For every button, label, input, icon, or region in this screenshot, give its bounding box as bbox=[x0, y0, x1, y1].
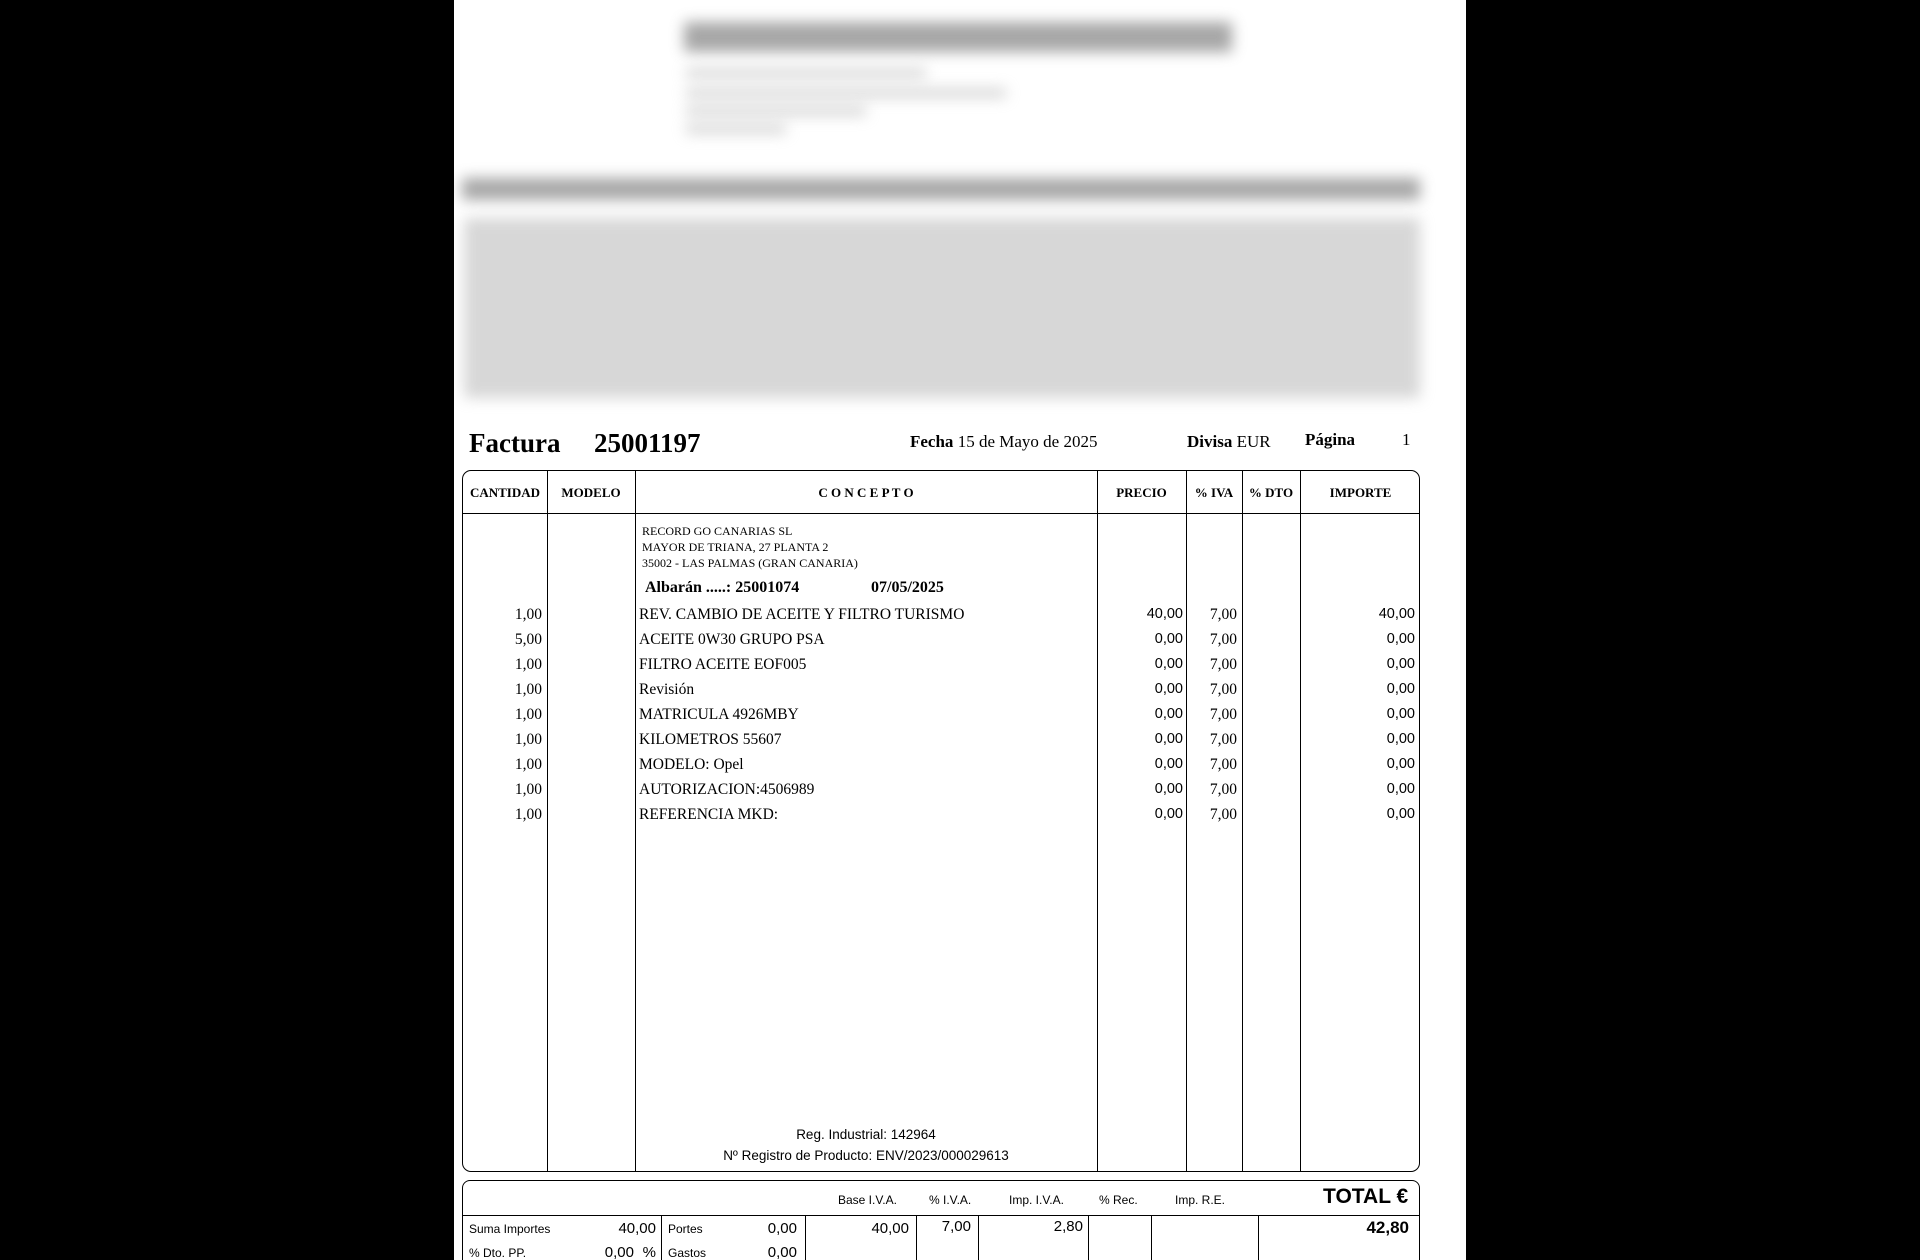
dto-pp-unit: % bbox=[642, 1244, 656, 1260]
row-iva: 7,00 bbox=[1209, 681, 1237, 698]
row-iva: 7,00 bbox=[1209, 606, 1237, 623]
suma-importes-label: Suma Importes bbox=[469, 1222, 551, 1236]
row-importe: 40,00 bbox=[1378, 606, 1415, 622]
imp-iva-value: 2,80 bbox=[1053, 1218, 1083, 1235]
row-concepto: AUTORIZACION:4506989 bbox=[639, 781, 815, 798]
header-imp-re: Imp. R.E. bbox=[1175, 1193, 1226, 1207]
col-divider bbox=[547, 471, 548, 1171]
invoice-page bbox=[454, 0, 1466, 1260]
gastos-label: Gastos bbox=[668, 1246, 707, 1260]
fecha-label: Fecha bbox=[910, 432, 954, 451]
col-divider bbox=[1242, 471, 1243, 1171]
divisa bbox=[1187, 432, 1271, 452]
suma-importes-value: 40,00 bbox=[618, 1220, 656, 1237]
redacted-company-address bbox=[686, 124, 786, 134]
row-precio: 0,00 bbox=[1154, 731, 1183, 747]
row-importe: 0,00 bbox=[1386, 731, 1415, 747]
header-pct-iva: % I.V.A. bbox=[929, 1193, 972, 1207]
fecha-value: 15 de Mayo de 2025 bbox=[957, 432, 1098, 451]
row-importe: 0,00 bbox=[1386, 681, 1415, 697]
line-items-table bbox=[462, 470, 1420, 1172]
header-cantidad: CANTIDAD bbox=[469, 485, 541, 500]
redacted-company-address bbox=[686, 88, 1006, 98]
row-cantidad: 1,00 bbox=[514, 731, 542, 748]
header-iva: % IVA bbox=[1194, 485, 1234, 500]
row-precio: 0,00 bbox=[1154, 631, 1183, 647]
row-importe: 0,00 bbox=[1386, 806, 1415, 822]
header-importe: IMPORTE bbox=[1329, 485, 1392, 500]
row-precio: 0,00 bbox=[1154, 781, 1183, 797]
pagina-value: 1 bbox=[1402, 430, 1411, 449]
row-iva: 7,00 bbox=[1209, 806, 1237, 823]
divisa-value: EUR bbox=[1236, 432, 1271, 451]
row-precio: 0,00 bbox=[1154, 656, 1183, 672]
row-importe: 0,00 bbox=[1386, 756, 1415, 772]
row-cantidad: 1,00 bbox=[514, 756, 542, 773]
col-divider bbox=[635, 471, 636, 1171]
row-importe: 0,00 bbox=[1386, 706, 1415, 722]
header-divider bbox=[463, 513, 1419, 514]
totals-col-divider bbox=[978, 1215, 979, 1260]
total-value: 42,80 bbox=[1366, 1218, 1409, 1237]
row-concepto: REFERENCIA MKD: bbox=[639, 806, 779, 823]
row-iva: 7,00 bbox=[1209, 631, 1237, 648]
row-iva: 7,00 bbox=[1209, 731, 1237, 748]
header-dto: % DTO bbox=[1248, 485, 1294, 500]
row-importe: 0,00 bbox=[1386, 781, 1415, 797]
row-precio: 0,00 bbox=[1154, 806, 1183, 822]
totals-col-divider bbox=[916, 1215, 917, 1260]
row-cantidad: 5,00 bbox=[514, 631, 542, 648]
customer-address bbox=[642, 523, 858, 571]
header-modelo: MODELO bbox=[561, 485, 621, 500]
row-cantidad: 1,00 bbox=[514, 706, 542, 723]
row-concepto: FILTRO ACEITE EOF005 bbox=[639, 656, 807, 673]
header-concepto: C O N C E P T O bbox=[818, 485, 914, 500]
totals-col-divider bbox=[1151, 1215, 1152, 1260]
reg-industrial: Reg. Industrial: 142964 bbox=[796, 1127, 936, 1142]
row-precio: 0,00 bbox=[1154, 681, 1183, 697]
header-base-iva: Base I.V.A. bbox=[838, 1193, 897, 1207]
dto-pp-value: 0,00 bbox=[604, 1244, 634, 1260]
divisa-label: Divisa bbox=[1187, 432, 1233, 451]
pct-iva-value: 7,00 bbox=[941, 1218, 971, 1235]
customer-line: MAYOR DE TRIANA, 27 PLANTA 2 bbox=[642, 540, 829, 554]
row-iva: 7,00 bbox=[1209, 781, 1237, 798]
header-pct-rec: % Rec. bbox=[1099, 1193, 1138, 1207]
row-concepto: KILOMETROS 55607 bbox=[639, 731, 782, 748]
totals-col-divider bbox=[1088, 1215, 1089, 1260]
row-importe: 0,00 bbox=[1386, 631, 1415, 647]
invoice-label: Factura bbox=[469, 428, 561, 458]
invoice-number: 25001197 bbox=[594, 428, 701, 458]
row-cantidad: 1,00 bbox=[514, 606, 542, 623]
header-precio: PRECIO bbox=[1116, 485, 1167, 500]
row-concepto: Revisión bbox=[639, 681, 695, 698]
row-precio: 0,00 bbox=[1154, 756, 1183, 772]
redacted-company-address bbox=[686, 106, 866, 116]
row-cantidad: 1,00 bbox=[514, 806, 542, 823]
redacted-banner bbox=[462, 178, 1420, 200]
totals-divider bbox=[463, 1215, 1419, 1216]
totals-col-divider bbox=[805, 1215, 806, 1260]
albaran-date: 07/05/2025 bbox=[871, 579, 944, 596]
totals-col-divider bbox=[1258, 1215, 1259, 1260]
gastos-value: 0,00 bbox=[767, 1244, 797, 1260]
base-iva-value: 40,00 bbox=[871, 1220, 909, 1237]
portes-value: 0,00 bbox=[767, 1220, 797, 1237]
registro-producto: Nº Registro de Producto: ENV/2023/000029613 bbox=[723, 1148, 1009, 1163]
fecha bbox=[910, 432, 1097, 452]
row-precio: 40,00 bbox=[1146, 606, 1183, 622]
row-cantidad: 1,00 bbox=[514, 781, 542, 798]
row-concepto: MATRICULA 4926MBY bbox=[639, 706, 799, 723]
customer-line: RECORD GO CANARIAS SL bbox=[642, 524, 793, 538]
customer-line: 35002 - LAS PALMAS (GRAN CANARIA) bbox=[642, 556, 858, 570]
totals-col-divider bbox=[661, 1215, 662, 1260]
row-iva: 7,00 bbox=[1209, 656, 1237, 673]
row-cantidad: 1,00 bbox=[514, 656, 542, 673]
total-label: TOTAL € bbox=[1323, 1185, 1409, 1208]
row-iva: 7,00 bbox=[1209, 706, 1237, 723]
row-precio: 0,00 bbox=[1154, 706, 1183, 722]
dto-pp-label: % Dto. PP. bbox=[469, 1246, 527, 1260]
totals-box bbox=[462, 1180, 1420, 1260]
row-concepto: MODELO: Opel bbox=[639, 756, 744, 773]
header-imp-iva: Imp. I.V.A. bbox=[1009, 1193, 1064, 1207]
row-concepto: REV. CAMBIO DE ACEITE Y FILTRO TURISMO bbox=[639, 606, 965, 623]
row-cantidad: 1,00 bbox=[514, 681, 542, 698]
row-importe: 0,00 bbox=[1386, 656, 1415, 672]
row-iva: 7,00 bbox=[1209, 756, 1237, 773]
row-concepto: ACEITE 0W30 GRUPO PSA bbox=[639, 631, 825, 648]
redacted-company-address bbox=[686, 68, 926, 78]
albaran-label: Albarán .....: 25001074 bbox=[645, 579, 800, 596]
portes-label: Portes bbox=[668, 1222, 703, 1236]
redacted-client-box bbox=[464, 218, 1420, 398]
pagina-label: Página bbox=[1305, 430, 1356, 449]
redacted-company-name bbox=[684, 22, 1232, 52]
